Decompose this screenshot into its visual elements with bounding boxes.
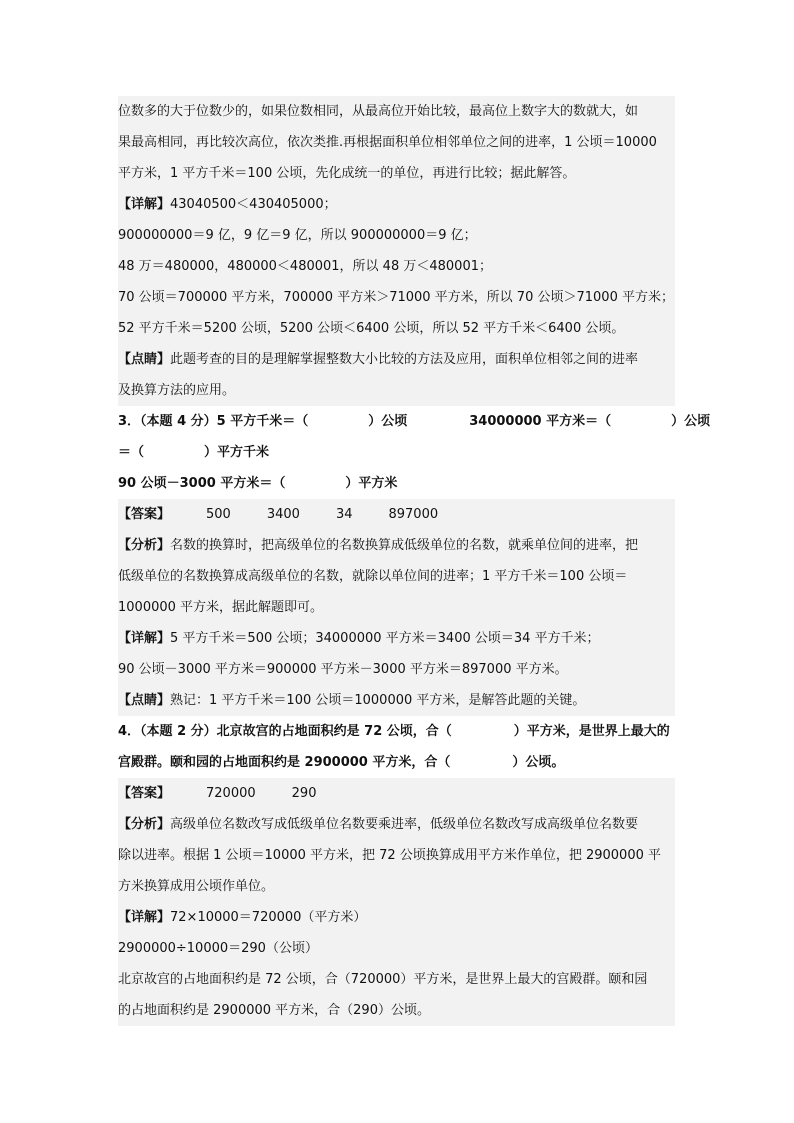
detail-line (118, 220, 675, 251)
analysis-line (118, 592, 675, 623)
analysis-line (118, 561, 675, 592)
question-4-stem (118, 747, 675, 778)
detail-tag: 【详解】 (118, 197, 171, 212)
note-line (118, 685, 675, 716)
document-page (118, 96, 711, 1026)
text: 果最高相同，再比较次高位，依次类推.再根据面积单位相邻单位之间的进率，1 公顷＝10000 (118, 135, 657, 150)
detail-line (118, 251, 675, 282)
answer-value: 500 (206, 507, 231, 522)
text: ）平方米，是世界上最大的 (513, 724, 670, 739)
question-4-stem (118, 716, 675, 747)
text: ）公顷 (368, 414, 408, 429)
analysis-line (118, 158, 675, 189)
analysis-tag: 【分析】 (118, 538, 171, 553)
detail-line (118, 933, 675, 964)
text: 熟记：1 平方千米＝100 公顷＝1000000 平方米，是解答此题的关键。 (170, 693, 586, 708)
analysis-line (118, 96, 675, 127)
text: 高级单位名数改写成低级单位名数要乘进率，低级单位名数改写成高级单位名数要 (170, 817, 639, 832)
analysis-line (118, 840, 675, 871)
text: 1000000 平方米，据此解题即可。 (118, 600, 324, 615)
note-tag: 【点睛】 (118, 693, 171, 708)
detail-tag: 【详解】 (118, 910, 171, 925)
text: 位数多的大于位数少的，如果位数相同，从最高位开始比较，最高位上数字大的数就大，如 (118, 104, 639, 119)
detail-line (118, 964, 675, 995)
text: 90 公顷－3000 平方米＝（ (118, 476, 286, 491)
text: 平方米，1 平方千米＝100 公顷，先化成统一的单位，再进行比较；据此解答。 (118, 166, 576, 181)
text: 34000000 平方米＝（ (469, 414, 612, 429)
text: 70 公顷＝700000 平方米，700000 平方米＞71000 平方米，所以 70 公顷＞71000 平方米； (118, 290, 674, 305)
text: 52 平方千米＝5200 公顷，5200 公顷＜6400 公顷，所以 52 平方千米＜6400 公顷。 (118, 321, 625, 336)
text: ＝（ (118, 445, 145, 460)
text: 及换算方法的应用。 (118, 383, 236, 398)
question-3-stem (118, 437, 675, 468)
answer-value: 897000 (388, 507, 439, 522)
text: 低级单位的名数换算成高级单位的名数，就除以单位间的进率；1 平方千米＝100 公顷＝ (118, 569, 628, 584)
detail-line (118, 902, 675, 933)
analysis-line (118, 809, 675, 840)
text: 的占地面积约是 2900000 平方米，合（290）公顷。 (118, 1003, 430, 1018)
text: 此题考查的目的是理解掌握整数大小比较的方法及应用，面积单位相邻之间的进率 (170, 352, 639, 367)
analysis-tag: 【分析】 (118, 817, 171, 832)
text: 72×10000＝720000（平方米） (170, 910, 367, 925)
text: 方米换算成用公顷作单位。 (118, 879, 275, 894)
answer-line (118, 778, 675, 809)
text: 2900000÷10000＝290（公顷） (118, 941, 318, 956)
question-3-stem (118, 468, 675, 499)
analysis-line (118, 127, 675, 158)
text: 5 平方千米＝500 公顷；34000000 平方米＝3400 公顷＝34 平方千米； (170, 631, 600, 646)
detail-line (118, 995, 675, 1026)
text: ）公顷。 (512, 755, 565, 770)
note-tag: 【点睛】 (118, 352, 171, 367)
detail-line (118, 654, 675, 685)
answer-value: 290 (291, 786, 317, 801)
detail-tag: 【详解】 (118, 631, 171, 646)
text: 3．（本题 4 分）5 平方千米＝（ (118, 414, 309, 429)
text: 90 公顷－3000 平方米＝900000 平方米－3000 平方米＝897000 平方米。 (118, 662, 568, 677)
text: 名数的换算时，把高级单位的名数换算成低级单位的名数，就乘单位间的进率，把 (170, 538, 639, 553)
analysis-line (118, 871, 675, 902)
text: ）平方米 (345, 476, 398, 491)
text: 43040500＜430405000； (170, 197, 337, 212)
analysis-line (118, 530, 675, 561)
answer-tag: 【答案】 (118, 786, 171, 801)
text: 北京故宫的占地面积约是 72 公顷，合（720000）平方米，是世界上最大的宫殿群。颐和园 (118, 972, 648, 987)
detail-line (118, 313, 675, 344)
text: 48 万＝480000，480000＜480001，所以 48 万＜480001； (118, 259, 492, 274)
text: 4．（本题 2 分）北京故宫的占地面积约是 72 公顷，合（ (118, 724, 452, 739)
answer-value: 720000 (206, 786, 256, 801)
text: ）公顷 (671, 414, 711, 429)
note-line (118, 375, 675, 406)
detail-line (118, 623, 675, 654)
note-line (118, 344, 675, 375)
text: 宫殿群。颐和园的占地面积约是 2900000 平方米，合（ (118, 755, 451, 770)
question-3-stem (118, 406, 711, 437)
text: ）平方千米 (204, 445, 270, 460)
answer-tag: 【答案】 (118, 507, 171, 522)
text: 除以进率。根据 1 公顷＝10000 平方米，把 72 公顷换算成用平方米作单位，把 2900000 平 (118, 848, 661, 863)
answer-line (118, 499, 675, 530)
answer-value: 34 (335, 507, 353, 522)
detail-line (118, 282, 675, 313)
detail-line (118, 189, 675, 220)
text: 900000000＝9 亿，9 亿＝9 亿，所以 900000000＝9 亿； (118, 228, 477, 243)
answer-value: 3400 (266, 507, 300, 522)
